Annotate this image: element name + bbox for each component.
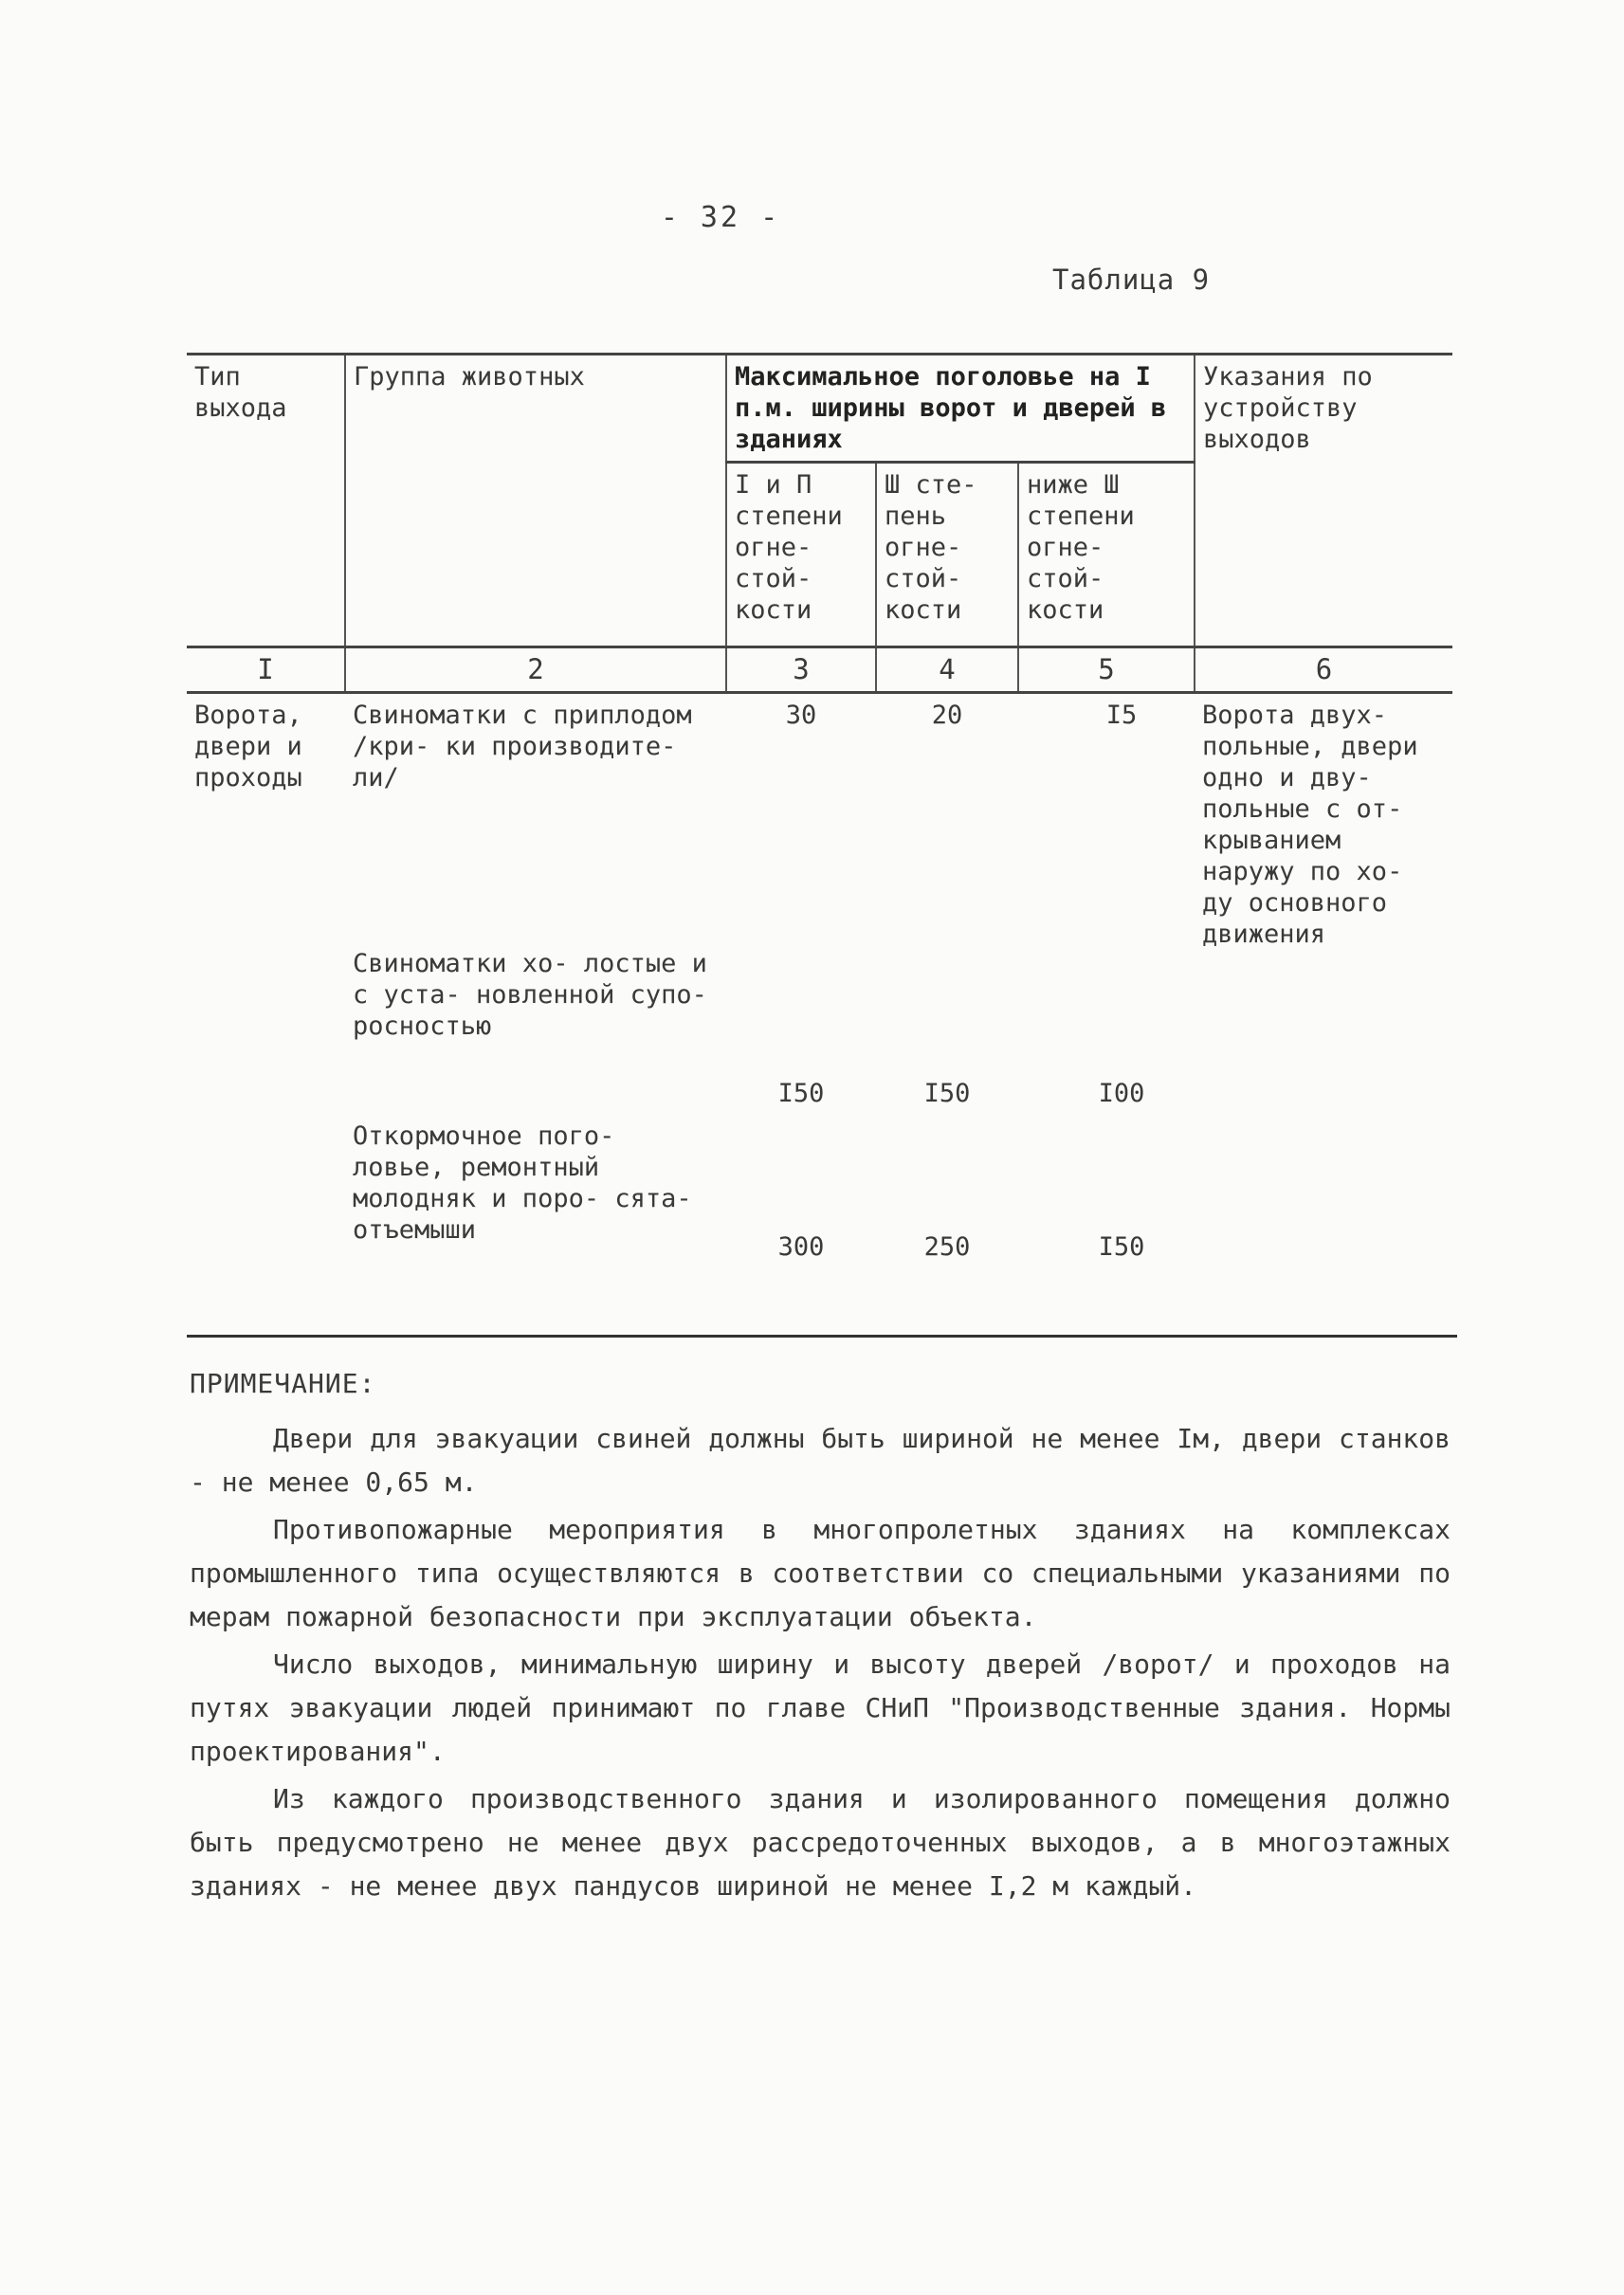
note-paragraph: Из каждого производственного здания и изолированного помещения должно быть предусмотрено не менее двух рассредоточенных выходов, а в многоэтажных зданиях - не менее двух пандусов шириной не менее I,2 м каждый.	[190, 1783, 1451, 1902]
livestock-exit-table	[187, 353, 1452, 1268]
column-number-6: 6	[1195, 647, 1452, 693]
header-max-livestock: Максимальное поголовье на I п.м. ширины ворот и дверей в зданиях	[726, 355, 1195, 463]
note-paragraph: Число выходов, минимальную ширину и высоту дверей /ворот/ и проходов на путях эвакуации людей принимают по главе СНиП "Производственные здания. Нормы проектирования".	[190, 1648, 1451, 1767]
value-fire-below-3: I5	[1105, 701, 1138, 730]
header-fire-resistance-1-2: I и П степени огне- стой- кости	[726, 463, 876, 647]
exit-type-cell: Ворота, двери и проходы	[194, 701, 302, 792]
column-number-4: 4	[876, 647, 1018, 693]
column-number-2: 2	[345, 647, 726, 693]
table-bottom-rule	[187, 1335, 1457, 1338]
animal-group-cell: Откормочное пого- ловье, ремонтный молодняк и поро- сята-отъемыши	[353, 1121, 692, 1245]
animal-group-cell: Свиноматки хо- лостые и с уста- новленной супо- росностью	[353, 949, 707, 1041]
column-number-5: 5	[1018, 647, 1195, 693]
header-instructions: Указания по устройству выходов	[1195, 355, 1452, 647]
value-fire-3: 20	[931, 701, 963, 730]
value-fire-1-2: 30	[785, 701, 817, 730]
value-fire-below-3: I00	[1098, 1079, 1145, 1108]
instructions-cell: Ворота двух- польные, двери одно и дву- польные с от- крыванием наружу по хо- ду основного движения	[1202, 701, 1418, 949]
table-caption: Таблица 9	[1052, 264, 1211, 296]
value-fire-1-2: I50	[777, 1079, 825, 1108]
header-animal-group: Группа животных	[345, 355, 726, 647]
table-row	[187, 693, 1452, 943]
header-exit-type: Тип выхода	[194, 362, 287, 423]
note-paragraph: Противопожарные мероприятия в многопролетных зданиях на комплексах промышленного типа осуществляются в соответствии со специальными указаниями по мерам пожарной безопасности при эксплуатации объекта.	[190, 1514, 1451, 1632]
note-heading: ПРИМЕЧАНИЕ:	[190, 1368, 376, 1399]
value-fire-3: 250	[923, 1232, 971, 1262]
header-fire-resistance-3: Ш сте- пень огне- стой- кости	[876, 463, 1018, 647]
value-fire-3: I50	[923, 1079, 971, 1108]
value-fire-below-3: I50	[1098, 1232, 1145, 1262]
column-number-1: I	[257, 653, 274, 685]
page-number: - 32 -	[660, 201, 781, 234]
value-fire-1-2: 300	[777, 1232, 825, 1262]
note-paragraph: Двери для эвакуации свиней должны быть шириной не менее Iм, двери станков - не менее 0,65 м.	[190, 1423, 1451, 1498]
column-number-3: 3	[726, 647, 876, 693]
animal-group-cell: Свиноматки с приплодом /кри- ки производите- ли/	[353, 701, 692, 792]
header-fire-resistance-below-3: ниже Ш степени огне- стой- кости	[1018, 463, 1195, 647]
notes-body	[190, 1417, 1451, 1912]
